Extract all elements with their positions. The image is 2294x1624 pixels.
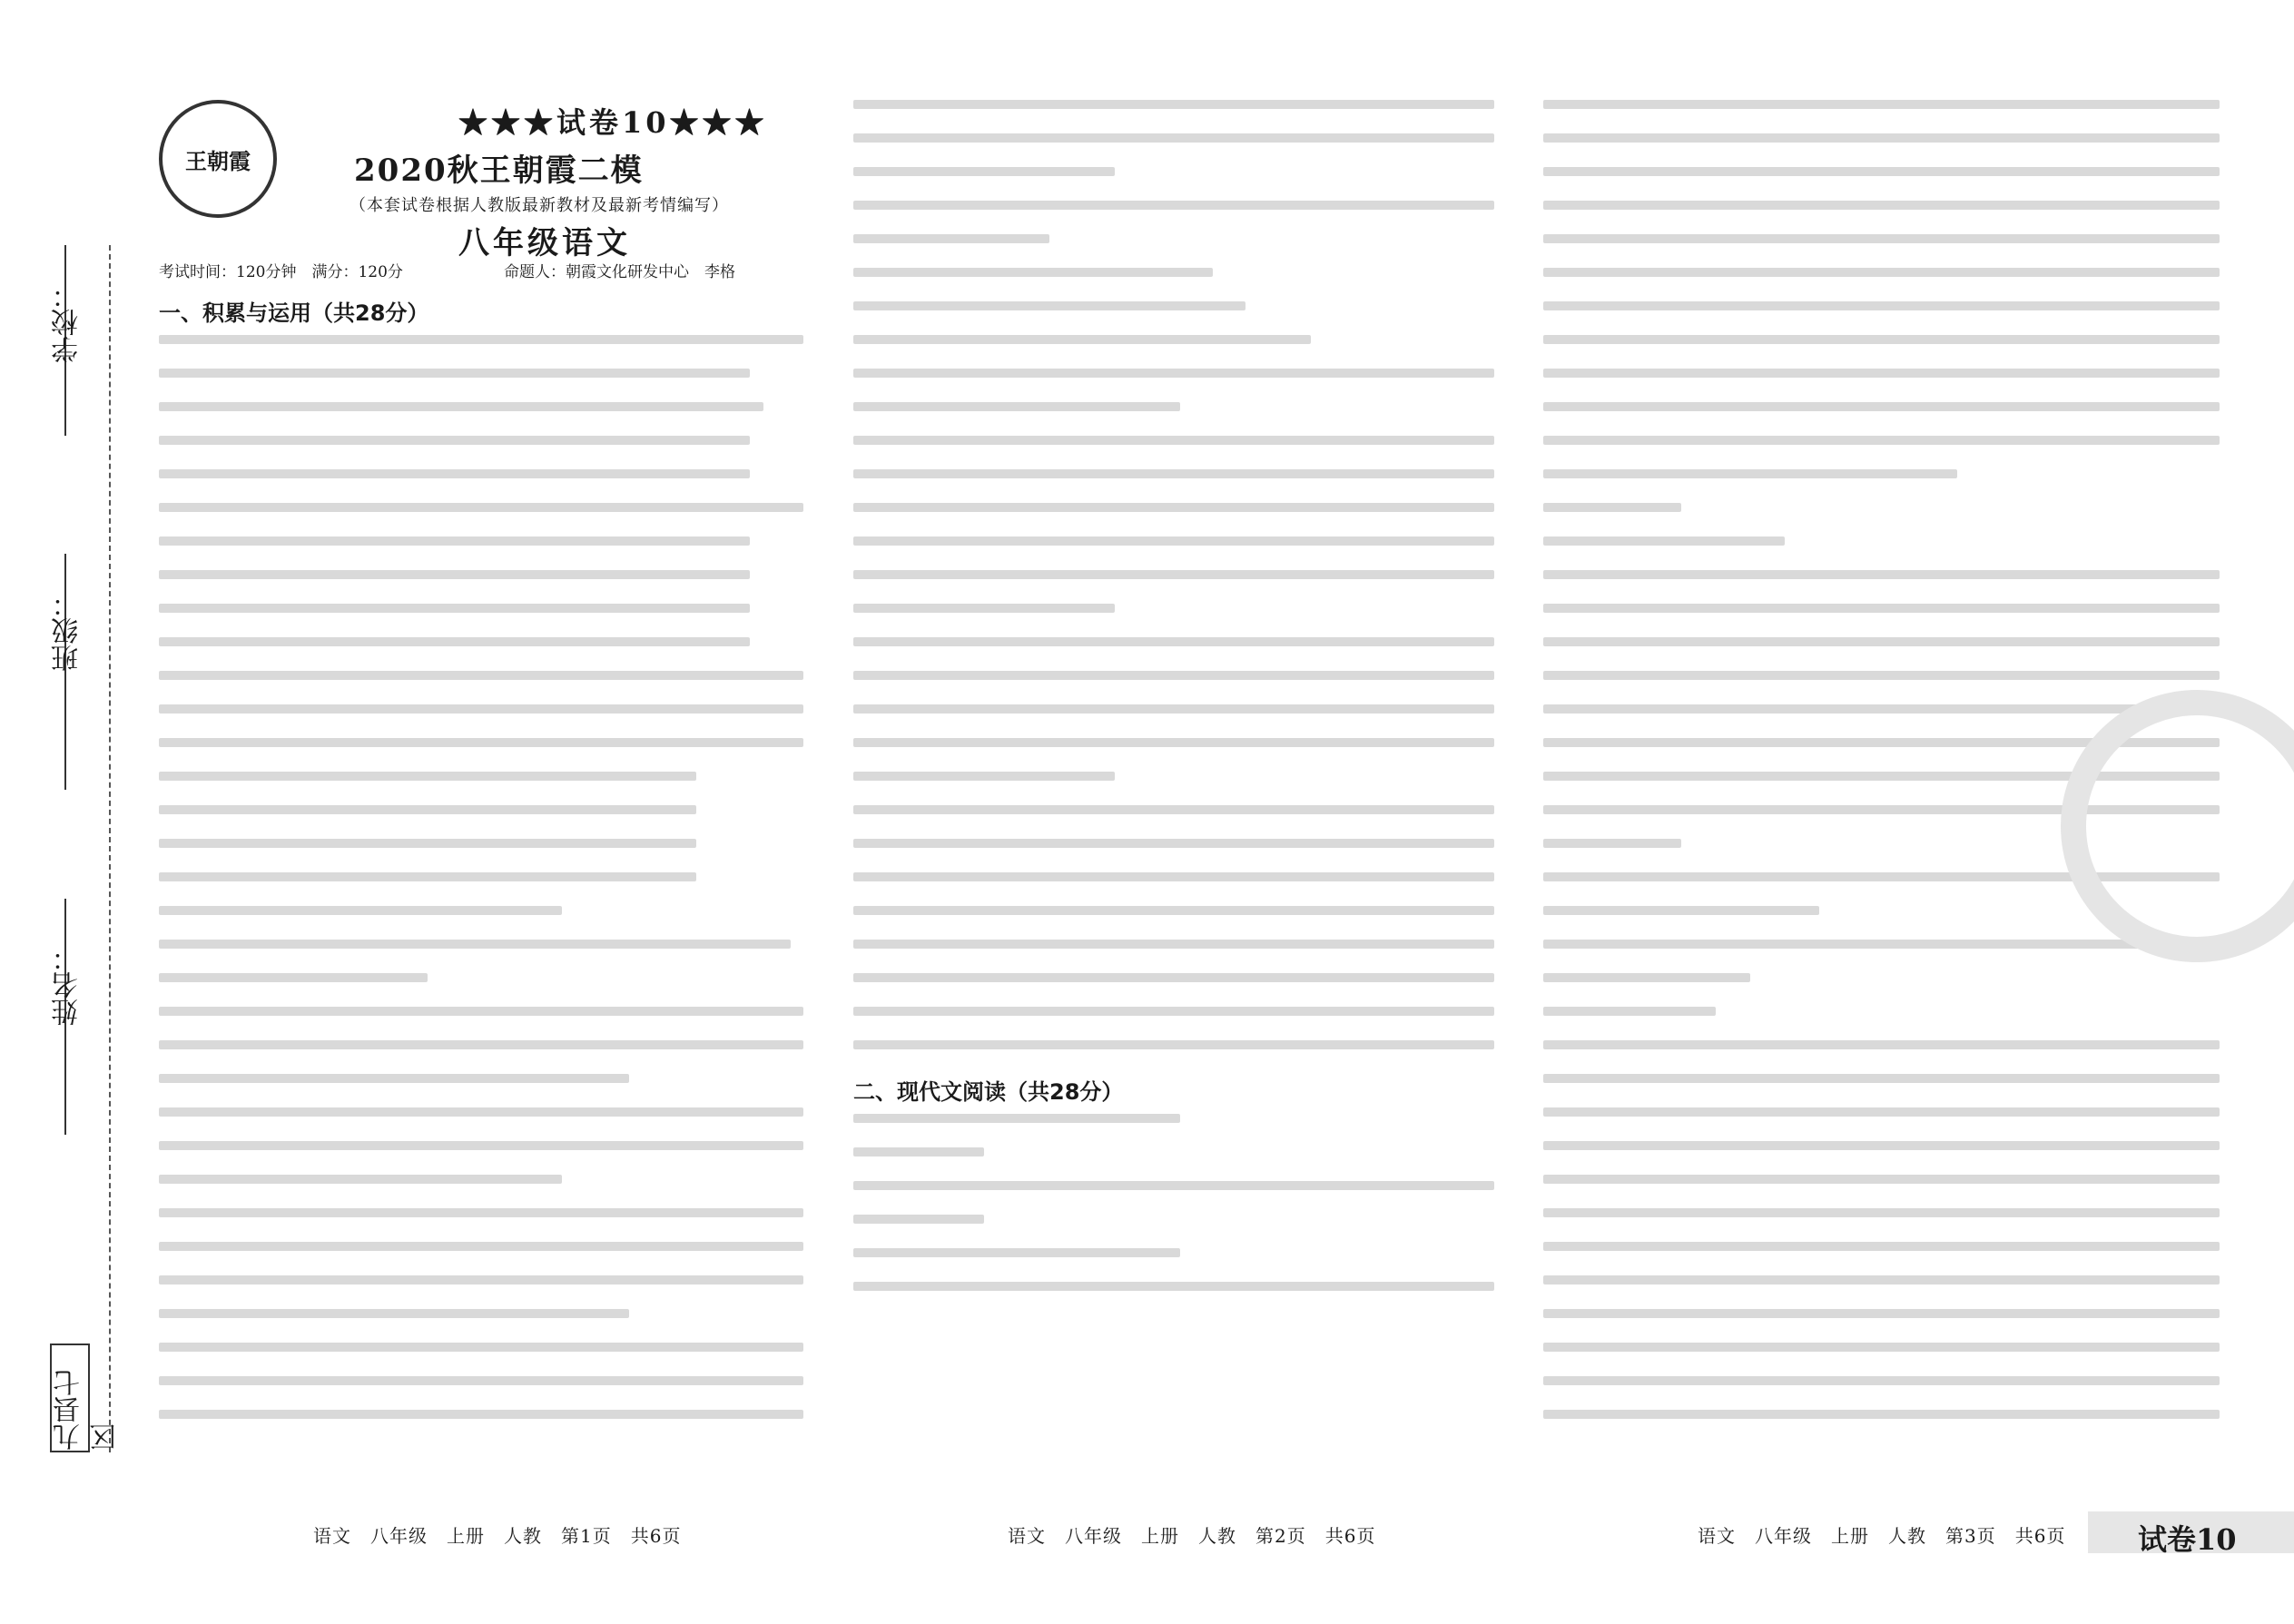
exam-note: （本套试卷根据人教版最新教材及最新考情编写） (350, 196, 729, 215)
paper-badge (2088, 1511, 2294, 1557)
region-label: 九县七区 (50, 1343, 90, 1452)
binding-margin (50, 245, 123, 1452)
section-heading-modern-reading: 二、现代文阅读（共28分） (853, 1079, 1124, 1105)
page-2-column (853, 100, 1507, 1315)
page-1-body-placeholder (159, 335, 831, 1419)
publisher-logo (159, 100, 277, 218)
page-1-column (159, 295, 831, 1443)
logo-name: 王朝霞 (185, 147, 251, 174)
exam-time-and-score: 考试时间：120分钟 满分：120分 (159, 263, 403, 281)
page-2-footer: 语文 八年级 上册 人教 第2页 共6页 (1008, 1525, 1376, 1547)
page-2-body-placeholder-bottom (853, 1114, 1507, 1291)
page-2-body-placeholder-top (853, 100, 1507, 1049)
subject-title: 八年级语文 (458, 225, 631, 261)
school-label: 学校： (52, 281, 84, 363)
paper-badge-label: 试卷10 (2138, 1522, 2237, 1557)
exam-series-title: 2020秋王朝霞二模 (354, 153, 644, 189)
class-label: 班级： (52, 590, 84, 672)
exam-author: 命题人：朝霞文化研发中心 李格 (504, 263, 735, 281)
class-fill-line (64, 554, 66, 790)
section-heading-accumulation: 一、积累与运用（共28分） (159, 300, 429, 326)
binding-cut-line (109, 245, 111, 1452)
name-label: 姓名： (52, 944, 84, 1026)
exam-meta (159, 259, 831, 286)
paper-number: ★★★试卷10★★★ (458, 105, 768, 140)
exam-header (159, 100, 831, 263)
page-3-footer: 语文 八年级 上册 人教 第3页 共6页 (1698, 1525, 2066, 1547)
page-1-footer: 语文 八年级 上册 人教 第1页 共6页 (313, 1525, 682, 1547)
